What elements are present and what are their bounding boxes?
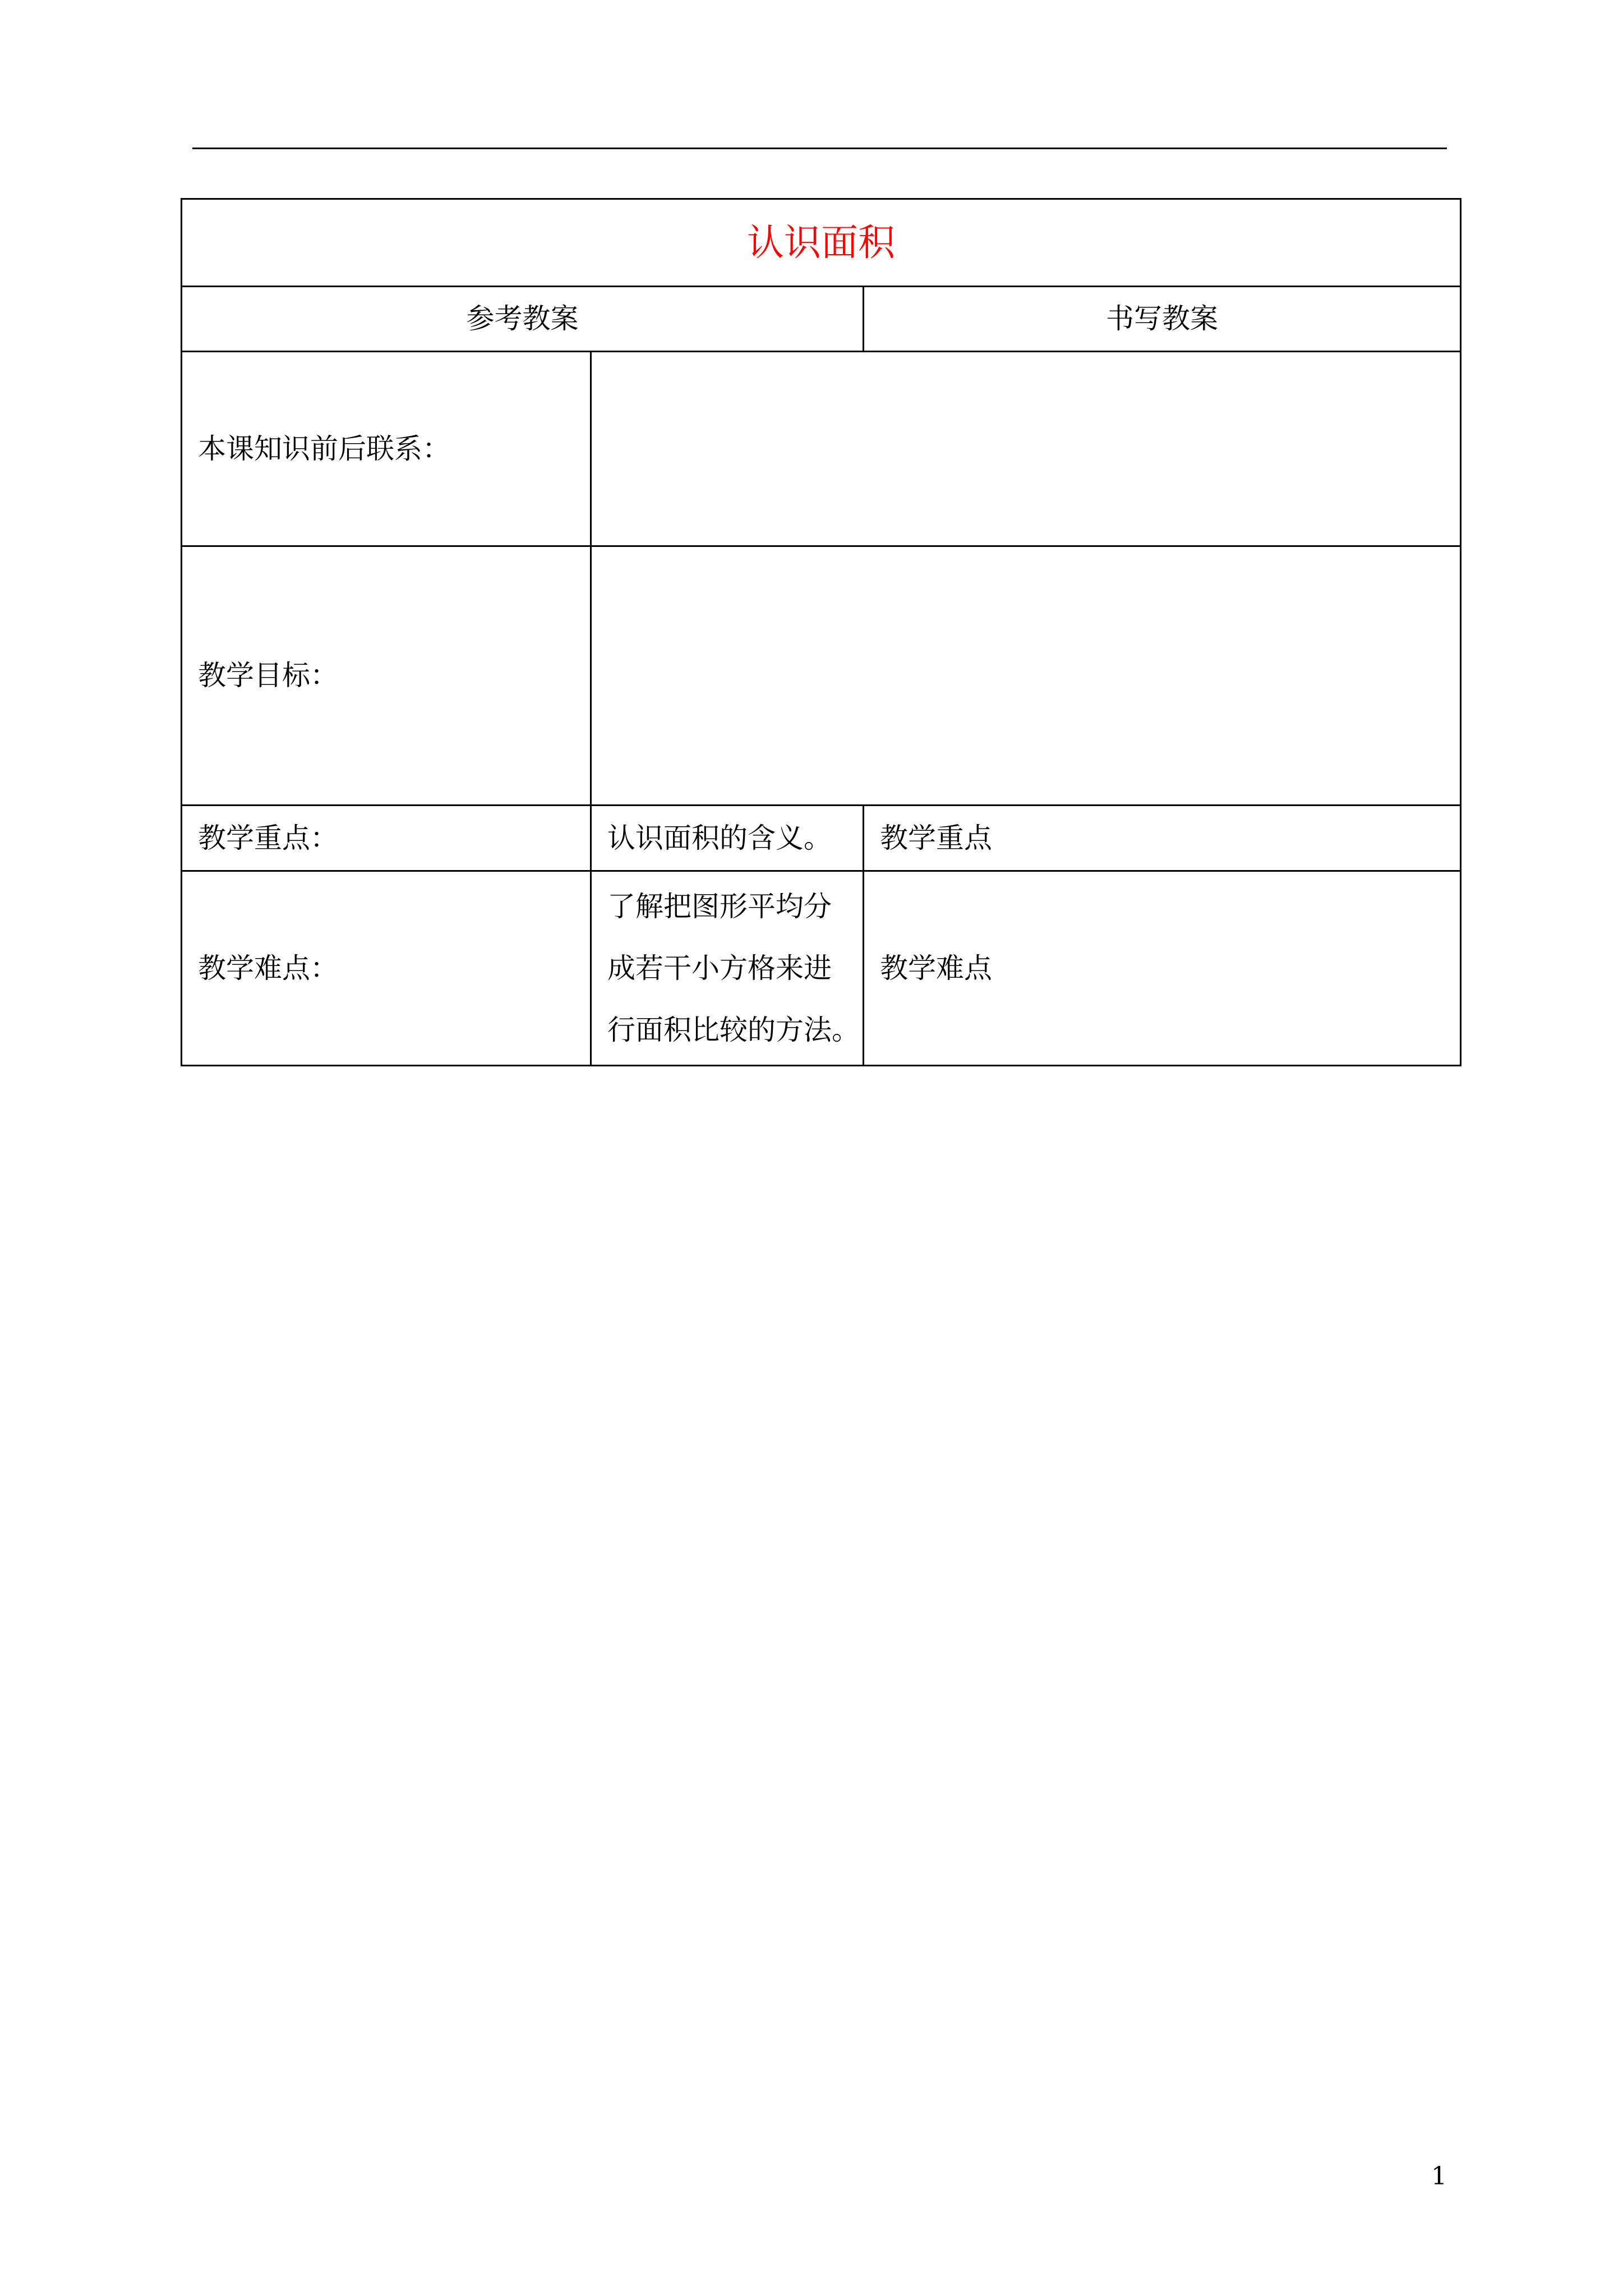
connection-content bbox=[591, 352, 1461, 546]
difficulty-content bbox=[591, 871, 864, 1066]
column-header-row bbox=[182, 287, 1461, 352]
key-point-label: 教学重点： bbox=[182, 806, 591, 871]
title-row bbox=[182, 199, 1461, 287]
objectives-label: 教学目标： bbox=[182, 546, 591, 806]
page-number: 1 bbox=[1431, 2162, 1447, 2191]
difficulty-line: 了解把图形平均分 bbox=[607, 890, 832, 923]
reference-plan-header: 参考教案 bbox=[182, 287, 864, 352]
difficulty-writing: 教学难点 bbox=[864, 871, 1461, 1066]
lesson-title: 认识面积 bbox=[747, 220, 895, 264]
connection-label: 本课知识前后联系： bbox=[182, 352, 591, 546]
key-point-writing: 教学重点 bbox=[864, 806, 1461, 871]
difficulty-line: 行面积比较的方法。 bbox=[607, 1014, 860, 1046]
objectives-content bbox=[591, 546, 1461, 806]
objectives-row bbox=[182, 546, 1461, 806]
header-rule bbox=[192, 148, 1447, 149]
difficulty-row bbox=[182, 871, 1461, 1066]
key-point-row bbox=[182, 806, 1461, 871]
difficulty-label: 教学难点： bbox=[182, 871, 591, 1066]
lesson-plan-table bbox=[181, 198, 1461, 1066]
title-cell bbox=[182, 199, 1461, 287]
writing-plan-header: 书写教案 bbox=[864, 287, 1461, 352]
connection-row bbox=[182, 352, 1461, 546]
difficulty-line: 成若干小方格来进 bbox=[607, 952, 832, 984]
key-point-content: 认识面积的含义。 bbox=[591, 806, 864, 871]
